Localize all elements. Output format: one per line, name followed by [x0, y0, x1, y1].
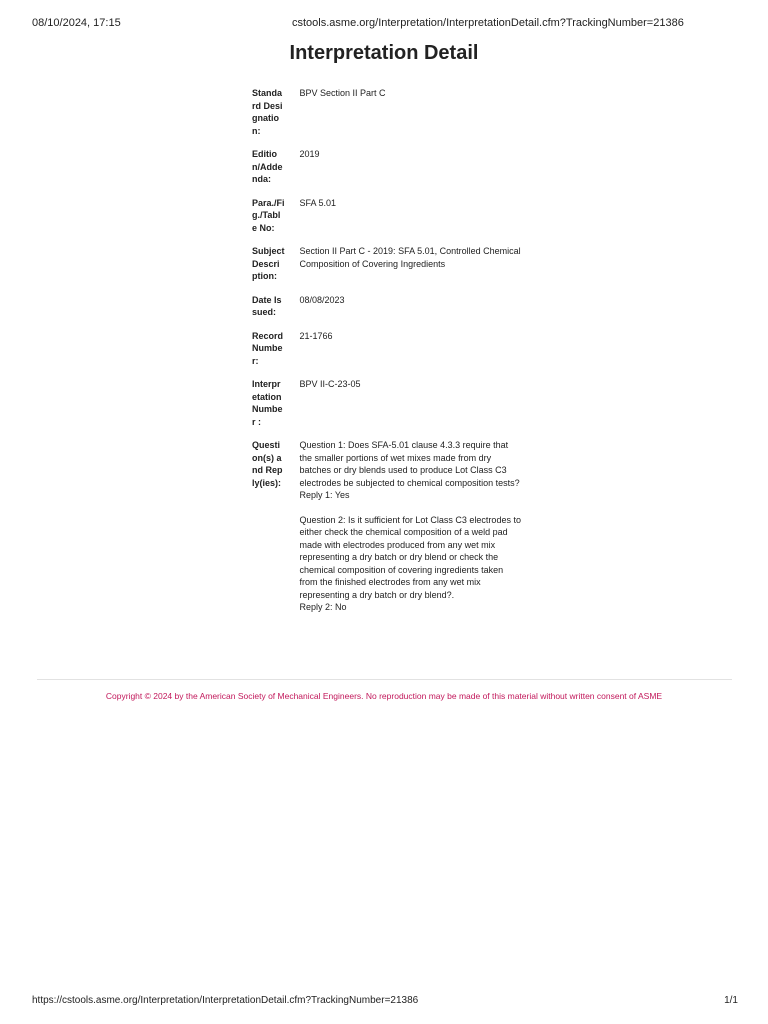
value-record-number: 21-1766: [299, 330, 333, 341]
value-questions-replies: [300, 439, 522, 625]
value-standard-designation: BPV Section II Part C: [299, 88, 386, 98]
reply-1: Reply 1: Yes: [299, 490, 350, 500]
row-standard-designation: [252, 87, 522, 148]
label-subject-description: Subject Description:: [252, 246, 285, 281]
row-edition-addenda: [252, 148, 522, 197]
label-standard-designation: Standard Designation:: [252, 88, 283, 136]
value-date-issued: 08/08/2023: [299, 294, 345, 305]
print-datetime: 08/10/2024, 17:15: [32, 17, 121, 29]
reply-2: Reply 2: No: [299, 602, 347, 612]
footer-divider: [37, 679, 732, 680]
row-date-issued: [252, 294, 522, 330]
value-edition-addenda: 2019: [299, 149, 320, 159]
value-para-fig-table: SFA 5.01: [299, 197, 337, 208]
value-subject-description: Section II Part C - 2019: SFA 5.01, Controlled Chemical Composition of Covering Ingredients: [299, 246, 521, 269]
print-url: cstools.asme.org/Interpretation/InterpretationDetail.cfm?TrackingNumber=21386: [292, 17, 684, 29]
question-1: Question 1: Does SFA-5.01 clause 4.3.3 require that the smaller portions of wet mixes made from dry batches or dry blends used to produce Lot Class C3 electrodes be subjected to chemical composition tests?: [299, 440, 520, 488]
qa-pair-2: [300, 514, 522, 614]
label-edition-addenda: Edition/Addenda:: [252, 149, 283, 184]
row-questions-replies: [252, 439, 522, 625]
row-record-number: [252, 330, 522, 379]
print-footer-url: https://cstools.asme.org/Interpretation/InterpretationDetail.cfm?TrackingNumber=21386: [32, 995, 419, 1006]
page-number: 1/1: [724, 995, 738, 1006]
row-para-fig-table: [252, 197, 522, 246]
qa-pair-1: [300, 439, 522, 502]
label-interpretation-number: Interpretation Number :: [252, 379, 283, 427]
label-record-number: Record Number:: [252, 330, 284, 366]
value-interpretation-number: BPV II-C-23-05: [299, 379, 361, 389]
question-2: Question 2: Is it sufficient for Lot Class C3 electrodes to either check the chemical composition of a weld pad made with electrodes produced from any wet mix representing a dry batch or dry blend or check the chemical composition of covering ingredients taken from the finished electrodes from any wet mix representing a dry batch or dry blend?.: [299, 514, 521, 600]
interpretation-detail-table: [252, 87, 522, 625]
label-para-fig-table: Para./Fig./Table No:: [252, 197, 285, 233]
label-date-issued: Date Issued:: [252, 294, 282, 317]
row-subject-description: [252, 245, 522, 294]
label-questions-replies: Question(s) and Reply(ies):: [252, 440, 283, 488]
row-interpretation-number: [252, 378, 522, 439]
copyright-notice: Copyright © 2024 by the American Society of Mechanical Engineers. No reproduction may be made of this material without written consent of ASME: [105, 691, 663, 701]
page-title: Interpretation Detail: [289, 42, 479, 64]
